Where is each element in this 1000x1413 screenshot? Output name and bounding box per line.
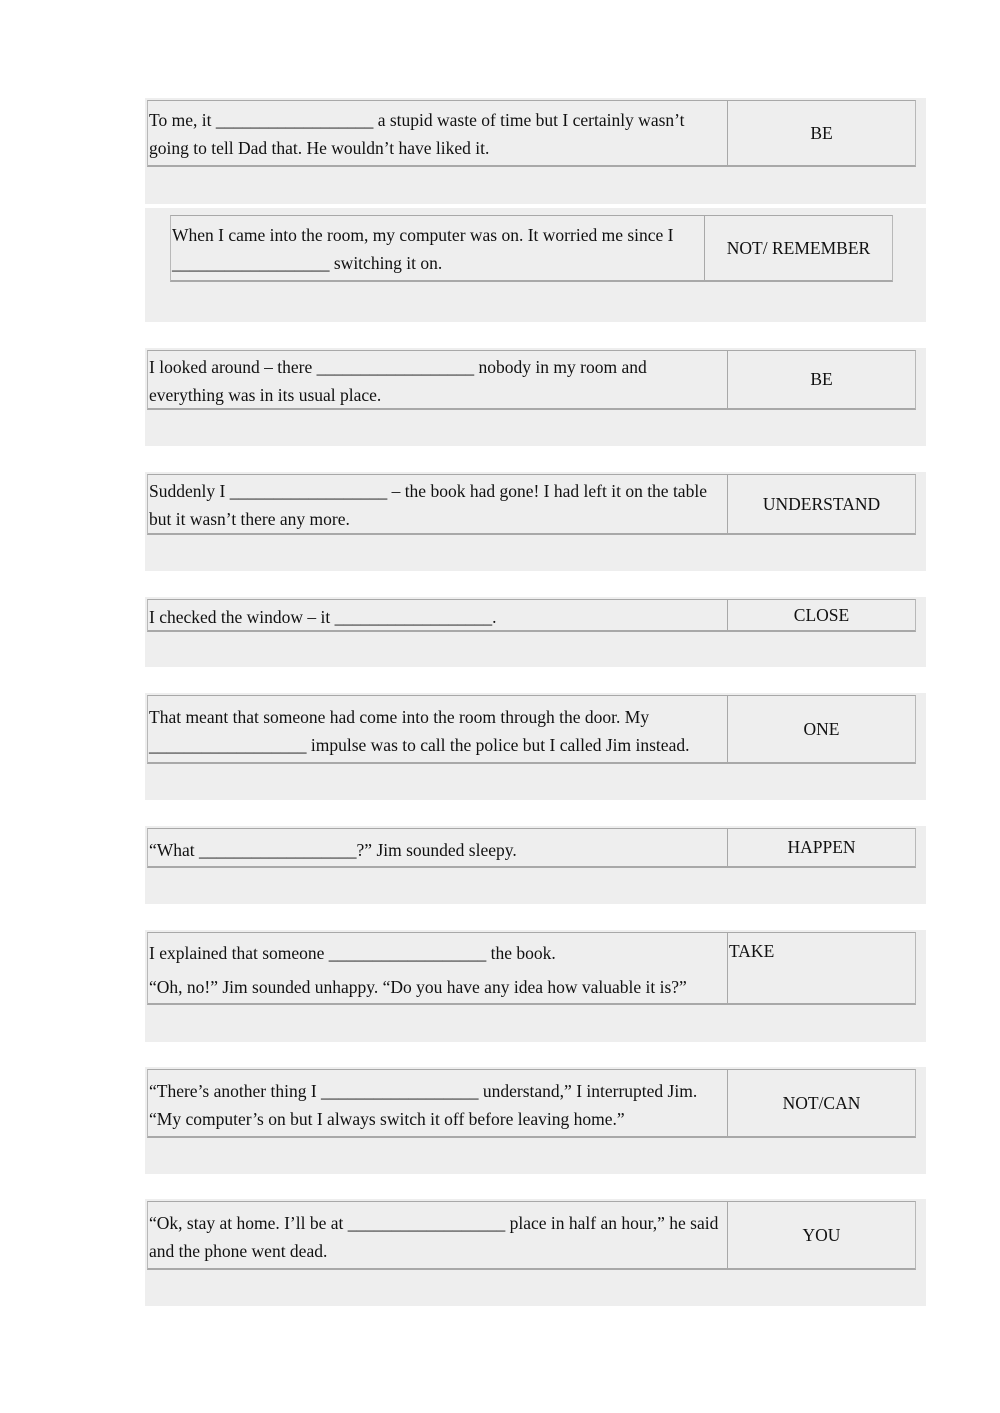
- base-word: TAKE: [729, 941, 775, 961]
- base-word: NOT/CAN: [782, 1092, 861, 1113]
- sentence-text: I looked around – there __________________ nobody in my room and everything was in its usual place.: [148, 351, 728, 408]
- sentence-text: [148, 933, 728, 1003]
- base-word: CLOSE: [793, 604, 850, 625]
- exercise-item-9: [147, 1069, 916, 1138]
- sentence-text: “Ok, stay at home. I’ll be at __________________ place in half an hour,” he said and the phone went dead.: [148, 1202, 728, 1268]
- sentence-line: I explained that someone __________________ the book.: [149, 943, 556, 963]
- base-word: HAPPEN: [787, 837, 856, 857]
- base-word: YOU: [802, 1224, 841, 1245]
- base-word: BE: [810, 369, 833, 389]
- base-word: BE: [810, 122, 833, 143]
- sentence-line: “Oh, no!” Jim sounded unhappy. “Do you have any idea how valuable it is?”: [149, 977, 687, 997]
- exercise-item-6: [147, 695, 916, 764]
- exercise-item-1: [147, 100, 916, 167]
- exercise-item-4: [147, 474, 916, 535]
- exercise-item-5: [147, 599, 916, 632]
- sentence-text: I checked the window – it __________________.: [148, 600, 728, 630]
- sentence-text: “There’s another thing I __________________ understand,” I interrupted Jim. “My computer’s on but I always switch it off before leaving home.”: [148, 1070, 728, 1136]
- base-word: NOT/ REMEMBER: [726, 237, 871, 258]
- base-word: ONE: [803, 718, 840, 739]
- exercise-item-2: [170, 215, 893, 282]
- sentence-text: “What __________________?” Jim sounded sleepy.: [148, 829, 728, 866]
- exercise-item-7: [147, 828, 916, 868]
- sentence-text: Suddenly I __________________ – the book had gone! I had left it on the table but it wasn’t there any more.: [148, 475, 728, 533]
- sentence-text: To me, it __________________ a stupid waste of time but I certainly wasn’t going to tell Dad that. He wouldn’t have liked it.: [148, 101, 728, 165]
- sentence-text: That meant that someone had come into the room through the door. My __________________ impulse was to call the police but I called Jim instead.: [148, 696, 728, 762]
- base-word: UNDERSTAND: [762, 493, 881, 514]
- exercise-item-10: [147, 1201, 916, 1270]
- exercise-item-3: [147, 350, 916, 410]
- sentence-text: When I came into the room, my computer was on. It worried me since I __________________ switching it on.: [171, 216, 705, 280]
- exercise-item-8: [147, 932, 916, 1005]
